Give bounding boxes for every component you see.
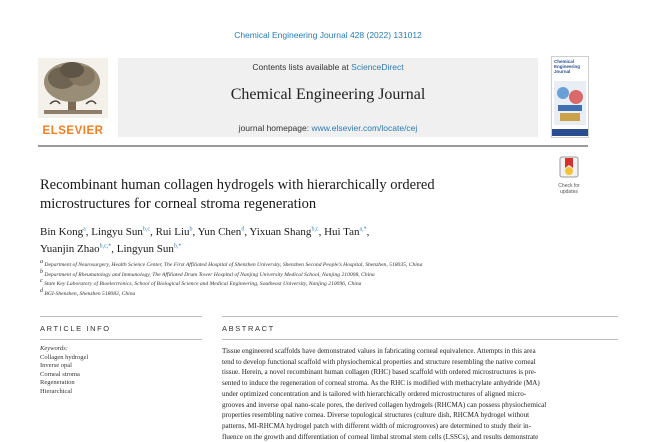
abstract-line: grooves and inverse opal nano-scale pores, the derived collagen hydrogels (RHCMA) can possess physiochemical	[222, 400, 547, 409]
homepage-line	[118, 123, 538, 133]
abstract-line: Tissue engineered scaffolds have demonstrated values in fabricating corneal equivalence. Attempts in this area	[222, 347, 536, 355]
author-name[interactable]: Hui Tan$^{a,*}$	[324, 226, 367, 238]
sciencedirect-link[interactable]: ScienceDirect	[351, 62, 404, 72]
contents-prefix: Contents lists available at	[252, 62, 349, 72]
homepage-link[interactable]: www.elsevier.com/locate/cej	[311, 123, 418, 133]
abstract-line: under optimized concentration and is tailored with hierarchically ordered microstructures of aligned micro-	[222, 389, 527, 398]
affiliation-item: $^c$ State Key Laboratory of Bioelectronics, School of Biological Science and Medical Engineering, Southeast University, Nanjing 210096, China	[40, 278, 362, 287]
cover-title-line1: Chemical	[554, 59, 575, 64]
keyword-item[interactable]: Regeneration	[40, 379, 75, 386]
article-info-heading: ARTICLE INFO	[40, 324, 111, 333]
keyword-item[interactable]: Corneal stroma	[40, 370, 80, 378]
journal-name[interactable]: Chemical Engineering Journal	[230, 86, 426, 103]
elsevier-logo[interactable]	[38, 58, 108, 138]
keywords-label: Keywords:	[40, 345, 68, 352]
keyword-item[interactable]: Hierarchical	[40, 387, 73, 395]
publisher-logo-text: ELSEVIER	[42, 125, 104, 137]
check-updates-line2: updates	[560, 189, 578, 195]
check-for-updates-button[interactable]	[551, 156, 587, 195]
cover-image-icon	[554, 81, 586, 125]
title-line1: Recombinant human collagen hydrogels with hierarchically ordered	[40, 177, 435, 193]
author-name[interactable]: Yixuan Shang$^{b,c}$	[249, 226, 319, 238]
abstract-body	[222, 346, 622, 442]
article-title	[40, 176, 540, 214]
author-name[interactable]: Bin Kong$^a$	[40, 226, 86, 238]
journal-cover[interactable]	[551, 56, 589, 138]
elsevier-tree-icon	[38, 58, 108, 118]
article-info-rule-top	[40, 316, 202, 317]
abstract-line: properties resembling native cornea. Diverse topological structures (culture dish, RHCMA hydrogel without	[222, 411, 530, 420]
header-divider	[38, 145, 588, 147]
author-name[interactable]: Yuanjin Zhao$^{b,c,*}$	[40, 243, 112, 255]
keyword-item[interactable]: Collagen hydrogel	[40, 353, 89, 361]
check-updates-line1: Check for	[558, 183, 580, 189]
author-name[interactable]: Yun Chen$^d$	[197, 226, 245, 238]
abstract-rule-top	[222, 316, 618, 317]
homepage-prefix: journal homepage:	[238, 123, 310, 133]
contents-line	[118, 62, 538, 72]
abstract-line: patterns, MI-RHCMA hydrogel patch with different width of microgrooves) are determined to study their in-	[222, 421, 531, 430]
abstract-heading: ABSTRACT	[222, 324, 275, 333]
cover-title-line2: Engineering	[554, 64, 581, 69]
bookmark-check-icon	[559, 156, 579, 178]
author-name[interactable]: Lingyu Sun$^{b,c}$	[91, 226, 151, 238]
title-line2: microstructures for corneal stroma regeneration	[40, 196, 317, 212]
author-name[interactable]: Lingyun Sun$^{b,*}$	[116, 243, 182, 255]
abstract-line: tend to develop functional scaffold with physiochemical properties and structure resembling the native corneal	[222, 357, 536, 366]
abstract-line: sented to induce the regeneration of corneal stroma. As the RHC is modified with methacrylate anhydride (MA)	[222, 379, 540, 388]
cover-title-line3: Journal	[554, 69, 571, 74]
affiliation-item: $^a$ Department of Neurosurgery, Health Science Center, The First Affiliated Hospital of Shenzhen University, Shenzhen Second People’s Hospital, Shenzhen, 518035, China	[40, 259, 423, 268]
author-name[interactable]: Rui Liu$^b$	[155, 226, 193, 238]
affiliations	[40, 261, 600, 299]
citation-text[interactable]: Chemical Engineering Journal 428 (2022) 131012	[234, 30, 422, 40]
keyword-item[interactable]: Inverse opal	[40, 362, 72, 369]
affiliation-item: $^d$ BGI-Shenzhen, Shenzhen 518083, China	[40, 287, 136, 297]
article-info-rule	[40, 339, 202, 340]
abstract-line: tissue. Herein, a novel recombinant human collagen (RHC) based scaffold with ordered microstructures is pre-	[222, 368, 537, 377]
abstract-rule	[222, 339, 618, 340]
journal-citation[interactable]	[0, 30, 656, 40]
author-list: Bin Kong$^a$, Lingyu Sun$^{b,c}$, Rui Liu$^b$, Yun Chen$^d$, Yixuan Shang$^{b,c}$, Hui Tan$^{a,*}$, Yuanjin Zhao$^{b,c,*}$, Lingyun Sun$^{b,*}$	[40, 226, 370, 255]
keywords-block	[40, 345, 88, 396]
affiliation-item: $^b$ Department of Rheumatology and Immunology, The Affiliated Drum Tower Hospital of Nanjing University Medical School, Nanjing 210008, China	[40, 268, 375, 278]
abstract-line: fluence on the growth and differentiation of corneal limbal stromal stem cells (LSSCs), and results demonstrate	[222, 432, 539, 441]
